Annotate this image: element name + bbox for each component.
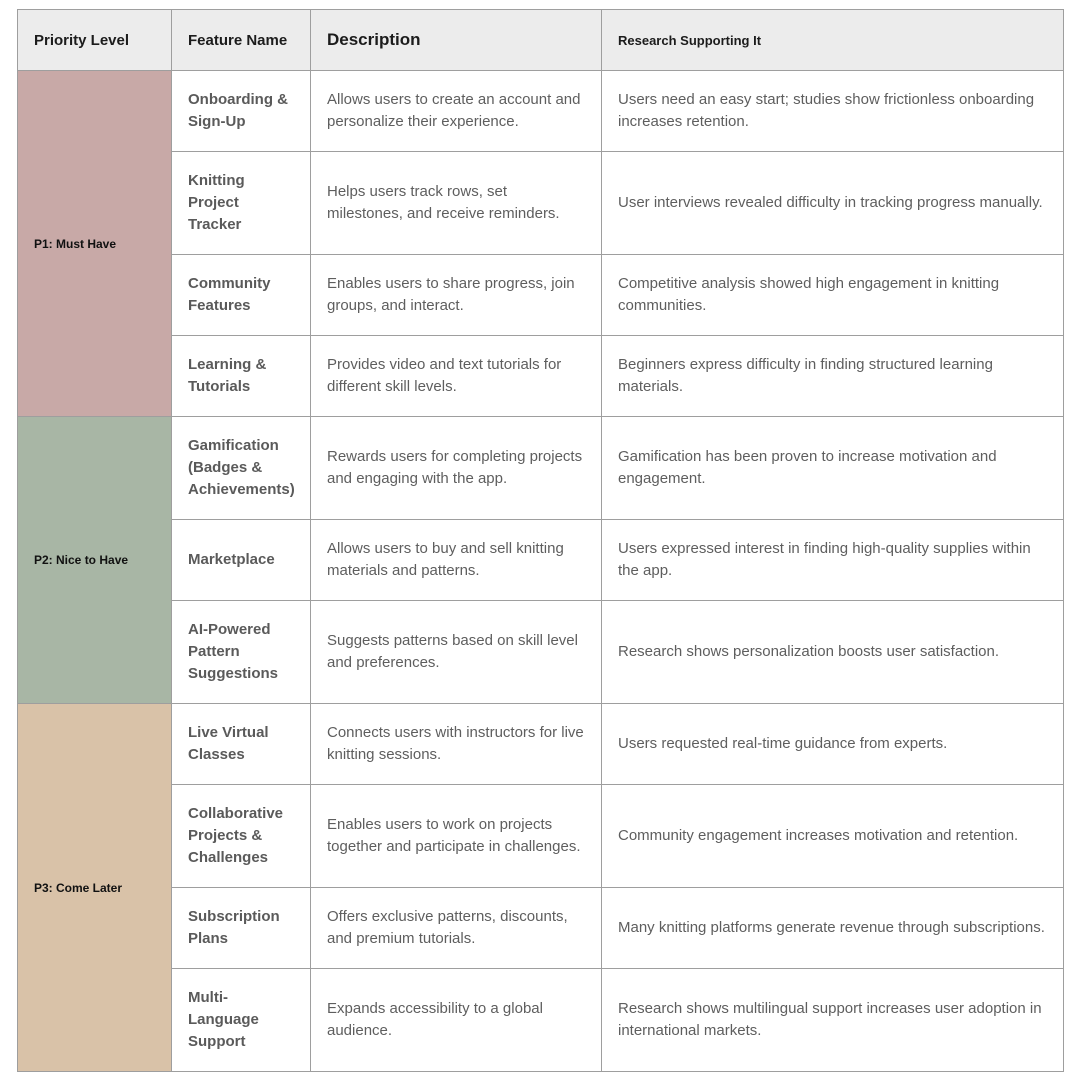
research-cell: Gamification has been proven to increase motivation and engagement. xyxy=(602,417,1064,520)
feature-name-cell: Gamification (Badges & Achievements) xyxy=(172,417,311,520)
research-cell: Research shows personalization boosts user satisfaction. xyxy=(602,601,1064,704)
feature-priority-table-container xyxy=(17,9,1064,1072)
table-row xyxy=(18,888,1064,969)
research-cell: Users need an easy start; studies show frictionless onboarding increases retention. xyxy=(602,71,1064,152)
feature-name-cell: Onboarding & Sign-Up xyxy=(172,71,311,152)
feature-name-cell: Learning & Tutorials xyxy=(172,336,311,417)
research-cell: Competitive analysis showed high engagement in knitting communities. xyxy=(602,255,1064,336)
research-cell: Users requested real-time guidance from experts. xyxy=(602,704,1064,785)
feature-name-cell: Live Virtual Classes xyxy=(172,704,311,785)
research-cell: Many knitting platforms generate revenue through subscriptions. xyxy=(602,888,1064,969)
priority-cell-p1: P1: Must Have xyxy=(18,71,172,417)
feature-name-cell: Multi-Language Support xyxy=(172,969,311,1072)
table-row xyxy=(18,336,1064,417)
description-cell: Connects users with instructors for live knitting sessions. xyxy=(311,704,602,785)
description-cell: Allows users to buy and sell knitting materials and patterns. xyxy=(311,520,602,601)
research-cell: Research shows multilingual support increases user adoption in international markets. xyxy=(602,969,1064,1072)
table-row xyxy=(18,704,1064,785)
description-cell: Rewards users for completing projects and engaging with the app. xyxy=(311,417,602,520)
feature-priority-table xyxy=(17,9,1064,1072)
description-cell: Offers exclusive patterns, discounts, and premium tutorials. xyxy=(311,888,602,969)
priority-cell-p2: P2: Nice to Have xyxy=(18,417,172,704)
priority-cell-p3: P3: Come Later xyxy=(18,704,172,1072)
description-cell: Enables users to share progress, join groups, and interact. xyxy=(311,255,602,336)
description-cell: Allows users to create an account and personalize their experience. xyxy=(311,71,602,152)
header-priority-level: Priority Level xyxy=(18,10,172,71)
feature-name-cell: AI-Powered Pattern Suggestions xyxy=(172,601,311,704)
table-row xyxy=(18,520,1064,601)
description-cell: Suggests patterns based on skill level and preferences. xyxy=(311,601,602,704)
feature-name-cell: Knitting Project Tracker xyxy=(172,152,311,255)
feature-name-cell: Marketplace xyxy=(172,520,311,601)
table-row xyxy=(18,255,1064,336)
description-cell: Enables users to work on projects together and participate in challenges. xyxy=(311,785,602,888)
header-feature-name: Feature Name xyxy=(172,10,311,71)
header-description: Description xyxy=(311,10,602,71)
research-cell: User interviews revealed difficulty in tracking progress manually. xyxy=(602,152,1064,255)
research-cell: Beginners express difficulty in finding structured learning materials. xyxy=(602,336,1064,417)
description-cell: Helps users track rows, set milestones, and receive reminders. xyxy=(311,152,602,255)
table-row xyxy=(18,601,1064,704)
table-row xyxy=(18,152,1064,255)
table-header-row xyxy=(18,10,1064,71)
table-row xyxy=(18,71,1064,152)
feature-name-cell: Subscription Plans xyxy=(172,888,311,969)
table-row xyxy=(18,785,1064,888)
table-row xyxy=(18,969,1064,1072)
feature-name-cell: Collaborative Projects & Challenges xyxy=(172,785,311,888)
description-cell: Expands accessibility to a global audience. xyxy=(311,969,602,1072)
research-cell: Community engagement increases motivation and retention. xyxy=(602,785,1064,888)
research-cell: Users expressed interest in finding high-quality supplies within the app. xyxy=(602,520,1064,601)
feature-name-cell: Community Features xyxy=(172,255,311,336)
table-row xyxy=(18,417,1064,520)
header-research-supporting: Research Supporting It xyxy=(602,10,1064,71)
description-cell: Provides video and text tutorials for different skill levels. xyxy=(311,336,602,417)
